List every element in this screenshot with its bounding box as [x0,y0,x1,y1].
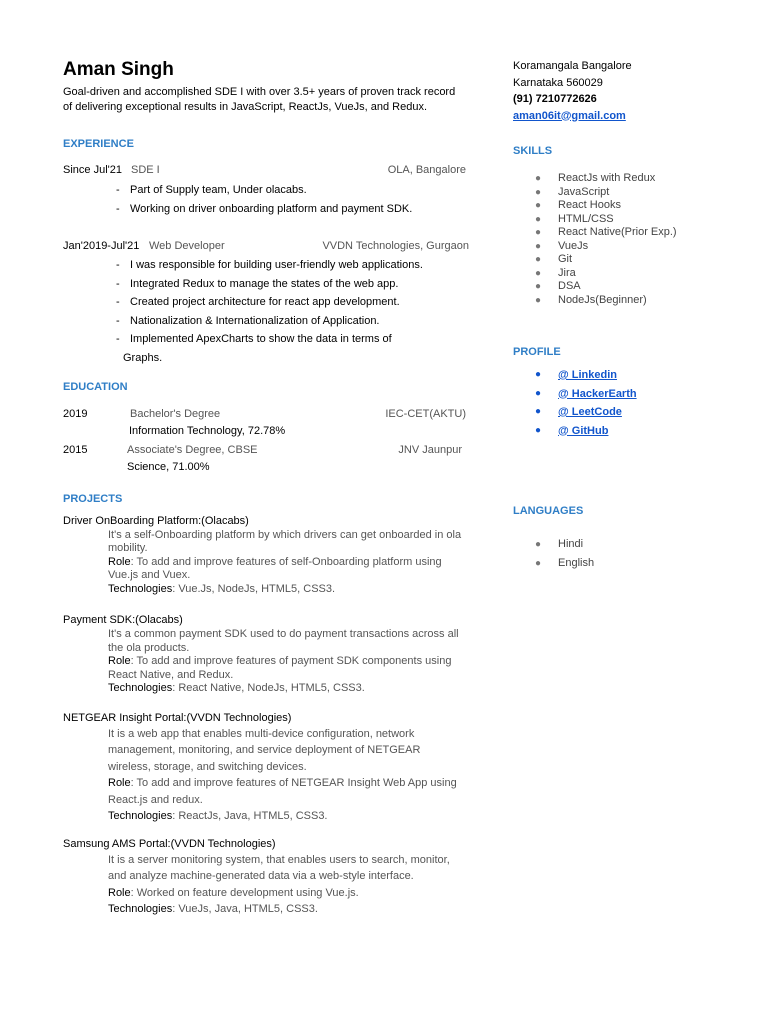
language-item [513,554,743,573]
project-title: Payment SDK:(Olacabs) [63,614,183,626]
project-title: Samsung AMS Portal:(VVDN Technologies) [63,837,276,850]
skill-item [513,280,743,294]
education-row [63,442,473,459]
project-tech [108,682,473,696]
language-text: Hindi [558,538,584,550]
tech-label: Technologies [108,582,173,595]
project-title: Driver OnBoarding Platform:(Olacabs) [63,514,249,527]
contact-block [513,58,743,124]
project-body [63,852,473,918]
bullet-icon: ● [535,254,542,265]
job-point-text: Created project architecture for react app development. [130,296,400,308]
profile-link-item [513,403,743,422]
education-degree: Associate's Degree, CBSE [127,443,258,456]
project-tech [108,901,473,918]
job-point-text: Working on driver onboarding platform and payment SDK. [130,202,413,215]
project-description: and analyze machine-generated data via a web-style interface. [108,870,414,882]
skill-text: NodeJs(Beginner) [558,293,647,306]
leetcode-link[interactable]: @ LeetCode [558,406,622,418]
project-description: mobility. [108,542,148,554]
job-role: Web Developer [149,240,225,252]
skill-text: Git [558,253,573,265]
languages-section [513,504,743,573]
bullet-icon: ● [535,173,542,184]
job-company: OLA, Bangalore [387,164,466,176]
project-body [63,529,473,597]
hackerearth-link[interactable]: @ HackerEarth [558,387,637,400]
project-description: It is a web app that enables multi-device configuration, network [108,727,415,740]
phone-number: (91) 7210772626 [513,93,597,105]
education-institution: IEC-CET(AKTU) [385,407,466,420]
skill-text: DSA [558,280,581,292]
project-description: It's a self-Onboarding platform by which drivers can get onboarded in ola [108,528,462,541]
education-row [63,406,473,423]
skills-section [513,144,743,307]
skill-item [513,199,743,213]
project-role [108,556,473,570]
dash-icon: - [116,259,120,271]
education-year: 2019 [63,407,88,420]
project-tech [108,583,473,597]
bullet-icon: ● [535,213,542,225]
job-point-text: I was responsible for building user-friendly web applications. [130,259,423,271]
dash-icon: - [116,296,120,308]
bullet-icon: ● [535,406,542,417]
bullet-icon: ● [535,281,542,292]
education-heading: EDUCATION [63,380,128,393]
education-year: 2015 [63,443,88,456]
bullet-icon: ● [535,267,542,279]
email-link[interactable]: aman06it@gmail.com [513,109,626,122]
project-tech [108,808,473,825]
dash-icon: - [116,333,120,345]
role-text: : To add and improve features of payment SDK components using [130,655,452,667]
skill-text: VueJs [558,239,589,252]
left-column [63,58,473,918]
job-point [63,200,473,219]
language-item [513,535,743,554]
job-header [63,162,473,178]
skill-item [513,240,743,254]
tech-label: Technologies [108,682,173,694]
job-point [63,275,473,294]
job-point-text: Integrated Redux to manage the states of the web app. [130,277,399,290]
github-link[interactable]: @ GitHub [558,424,609,437]
skill-item [513,294,743,308]
job-point [63,330,473,349]
project-description: It is a server monitoring system, that enables users to search, monitor, [108,853,450,866]
skill-text: HTML/CSS [558,212,614,225]
skills-heading: SKILLS [513,145,553,157]
skill-text: React Native(Prior Exp.) [558,226,677,238]
skill-item [513,186,743,200]
linkedin-link[interactable]: @ Linkedin [558,369,618,381]
job-point-text: Part of Supply team, Under olacabs. [130,184,307,196]
dash-icon: - [116,184,120,196]
job-point-continuation: Graphs. [123,351,163,364]
tech-label: Technologies [108,903,173,915]
skill-item [513,213,743,227]
profile-link-item [513,366,743,385]
skills-list [513,172,743,307]
tech-text: : Vue.Js, NodeJs, HTML5, CSS3. [172,582,336,595]
project-item [63,711,473,825]
dash-icon: - [116,277,120,290]
projects-section [63,492,473,918]
bullet-icon: ● [535,558,542,569]
tagline-line: Goal-driven and accomplished SDE I with over 3.5+ years of proven track record [63,86,456,98]
right-column [513,58,743,573]
project-role [108,775,473,792]
skill-text: JavaScript [558,185,610,198]
education-degree: Bachelor's Degree [130,407,221,420]
job-point-text: Nationalization & Internationalization of Application. [130,314,380,327]
skill-item [513,253,743,267]
bullet-icon: ● [535,387,542,399]
bullet-icon: ● [535,227,542,238]
job-point-text: Implemented ApexCharts to show the data in terms of [130,333,392,345]
projects-heading: PROJECTS [63,492,123,505]
education-detail: Information Technology, 72.78% [129,424,286,437]
language-text: English [558,557,595,569]
role-text: : To add and improve features of self-Onboarding platform using [130,555,442,568]
bullet-icon: ● [535,369,542,380]
education-detail: Science, 71.00% [127,460,210,473]
role-text: : Worked on feature development using Vue.js. [130,886,359,899]
tagline-line: of delivering exceptional results in JavaScript, ReactJs, VueJs, and Redux. [63,101,427,113]
project-body [63,726,473,825]
experience-section [63,137,473,367]
bullet-icon: ● [535,200,542,211]
languages-list [513,535,743,573]
project-item [63,613,473,696]
project-role [108,885,473,902]
experience-heading: EXPERIENCE [63,138,134,150]
role-label: Role [108,555,131,568]
profile-section [513,345,743,440]
job-point [63,181,473,200]
bullet-icon: ● [535,294,542,306]
tech-text: : VueJs, Java, HTML5, CSS3. [172,903,318,915]
job-points [63,256,473,349]
bullet-icon: ● [535,186,542,198]
profile-links [513,366,743,440]
role-label: Role [108,886,131,899]
job-company: VVDN Technologies, Gurgaon [322,240,469,252]
project-description: wireless, storage, and switching devices. [108,760,307,773]
job-date: Jan'2019-Jul'21 [63,240,140,252]
bullet-icon: ● [535,424,542,436]
tagline [63,85,473,115]
role-text: : To add and improve features of NETGEAR Insight Web App using [130,777,457,789]
skill-item [513,226,743,240]
skill-item [513,172,743,186]
project-role-cont: Vue.js and Vuex. [108,569,191,581]
skill-text: ReactJs with Redux [558,172,656,184]
project-description: the ola products. [108,641,190,654]
candidate-name: Aman Singh [63,59,174,80]
skill-text: React Hooks [558,199,621,211]
job-date: Since Jul'21 [63,164,122,176]
project-title: NETGEAR Insight Portal:(VVDN Technologies) [63,711,292,724]
profile-heading: PROFILE [513,346,561,358]
bullet-icon: ● [535,539,542,550]
project-role-cont: React Native, and Redux. [108,668,234,681]
project-item [63,514,473,597]
job-points [63,181,473,218]
job-point [63,312,473,331]
job-role: SDE I [131,164,160,176]
project-role [108,655,473,669]
job-point [63,256,473,275]
dash-icon: - [116,314,120,327]
job-point [63,293,473,312]
skill-item [513,267,743,281]
profile-link-item [513,385,743,404]
project-item [63,837,473,918]
bullet-icon: ● [535,240,542,252]
skill-text: Jira [558,266,576,279]
education-section [63,380,473,476]
education-institution: JNV Jaunpur [398,443,462,456]
project-description: It's a common payment SDK used to do payment transactions across all [108,628,459,640]
profile-link-item [513,422,743,441]
dash-icon: - [116,202,120,215]
address-line: Karnataka 560029 [513,76,603,89]
languages-heading: LANGUAGES [513,505,584,517]
job-header [63,238,473,254]
tech-label: Technologies [108,810,173,822]
project-description: management, monitoring, and service deployment of NETGEAR [108,744,421,756]
project-body [63,628,473,696]
tech-text: : React Native, NodeJs, HTML5, CSS3. [172,682,365,694]
project-role-cont: React.js and redux. [108,793,203,806]
address-line: Koramangala Bangalore [513,60,632,72]
tech-text: : ReactJs, Java, HTML5, CSS3. [172,810,328,822]
role-label: Role [108,655,131,667]
role-label: Role [108,777,131,789]
